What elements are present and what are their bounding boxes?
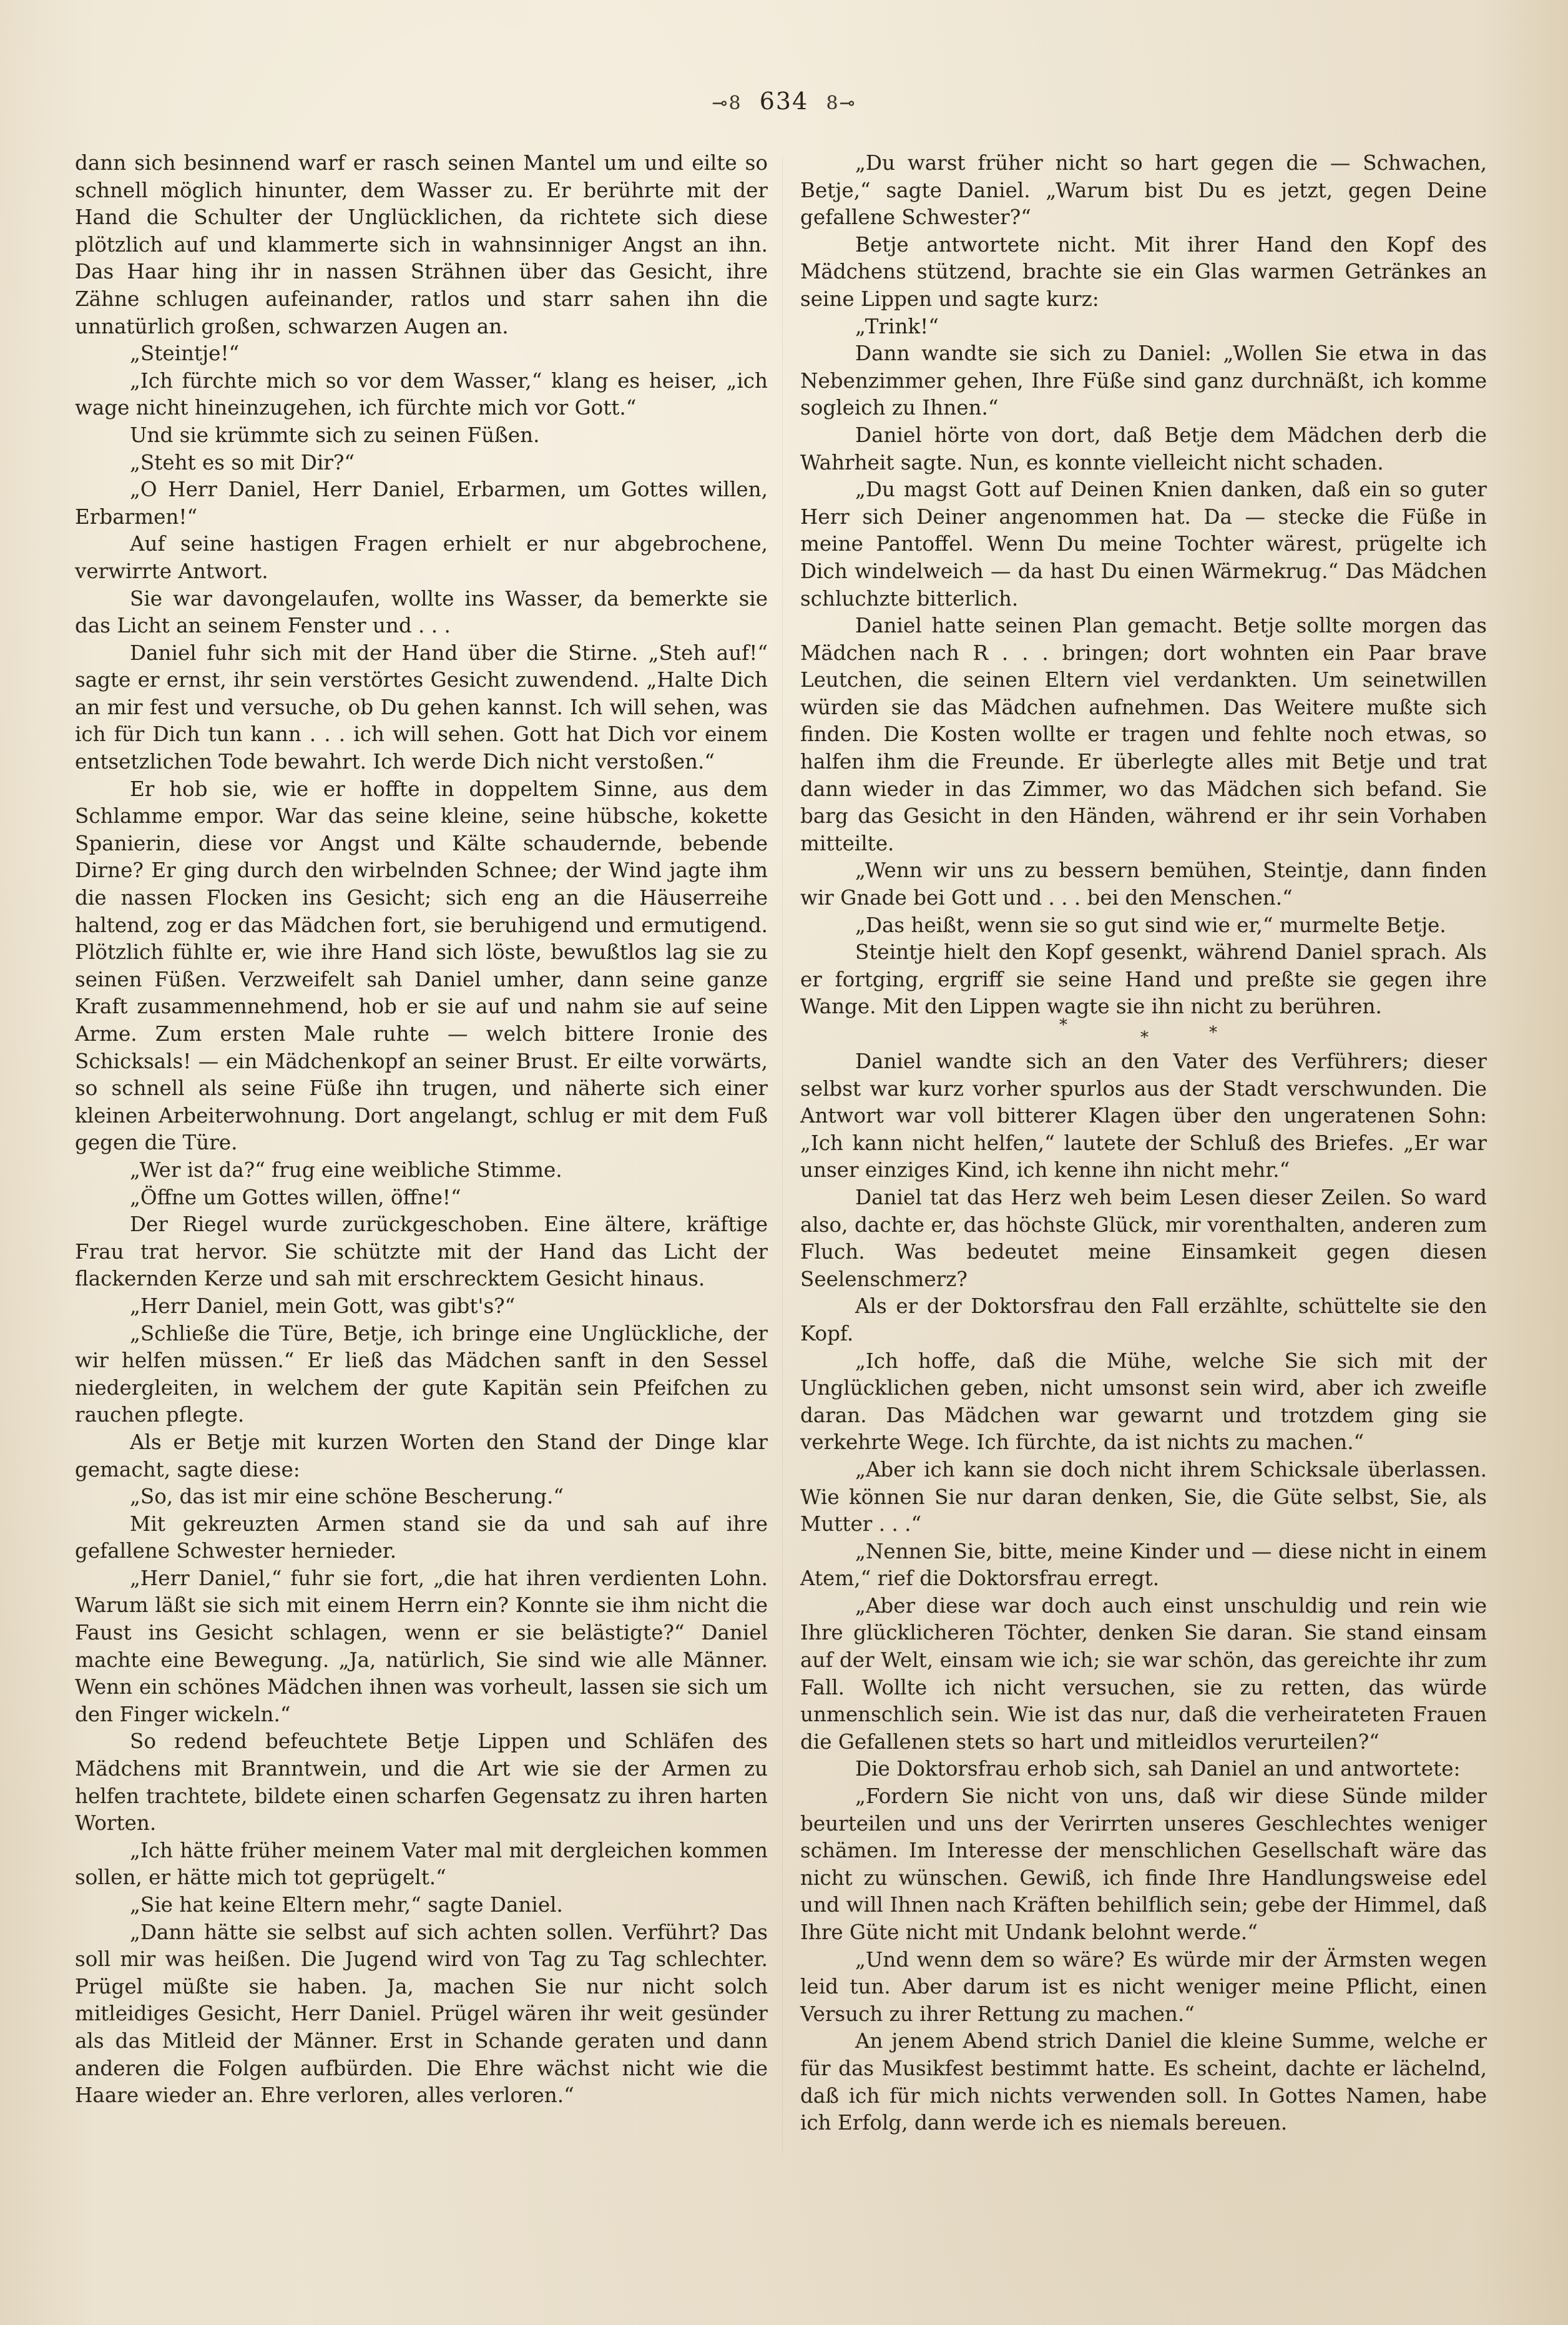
paragraph: „Dann hätte sie selbst auf sich achten sollen. Verführt? Das soll mir was heißen. Die Jugend wird von Tag zu Tag schlechter. Prügel müßte sie haben. Ja, machen Sie nur nicht solch mitleidiges Gesicht, Herr Daniel. Prügel wären ihr weit gesünder als das Mitleid der Männer. Erst in Schande geraten und dann anderen die Folgen aufbürden. Die Ehre wächst nicht wie die Haare wieder an. Ehre verloren, alles verloren.“ [75, 1920, 768, 2108]
paragraph: Sie war davongelaufen, wollte ins Wasser, da bemerkte sie das Licht an seinem Fenster und . . . [75, 586, 768, 638]
section-break-asterisks [800, 1016, 1487, 1048]
paragraph: Die Doktorsfrau erhob sich, sah Daniel an und antwortete: [855, 1757, 1461, 1781]
paragraph: Der Riegel wurde zurückgeschoben. Eine ältere, kräftige Frau trat hervor. Sie schützte mit der Hand das Licht der flackernden Kerze und sah mit erschrecktem Gesicht hinaus. [75, 1212, 768, 1291]
paragraph: Als er der Doktorsfrau den Fall erzählte, schüttelte sie den Kopf. [800, 1294, 1487, 1345]
asterisk: * [1059, 1016, 1067, 1035]
paragraph: Auf seine hastigen Fragen erhielt er nur abgebrochene, verwirrte Antwort. [75, 532, 768, 583]
paragraph: „So, das ist mir eine schöne Bescherung.“ [130, 1485, 564, 1509]
paragraph: „Wer ist da?“ frug eine weibliche Stimme. [130, 1158, 562, 1182]
paragraph: „Nennen Sie, bitte, meine Kinder und — diese nicht in einem Atem,“ rief die Doktorsfrau erregt. [800, 1539, 1487, 1591]
asterisk: * [1209, 1023, 1217, 1042]
paragraph: Betje antwortete nicht. Mit ihrer Hand den Kopf des Mädchens stützend, brachte sie ein Glas warmen Getränkes an seine Lippen und sagte kurz: [800, 232, 1487, 311]
paragraph: Daniel hatte seinen Plan gemacht. Betje sollte morgen das Mädchen nach R . . . bringen; dort wohnten ein Paar brave Leutchen, die seinen Eltern viel verdankten. Um seinetwillen würden sie das Mädchen aufnehmen. Das Weitere mußte sich finden. Die Kosten wollte er tragen und fehlte noch etwas, so halfen ihm die Freunde. Er überlegte alles mit Betje und trat dann wieder in das Zimmer, wo das Mädchen sich befand. Sie barg das Gesicht in den Händen, während er ihr sein Vorhaben mitteilte. [800, 614, 1487, 855]
paragraph: „Ich hätte früher meinem Vater mal mit dergleichen kommen sollen, er hätte mich tot geprügelt.“ [75, 1838, 768, 1890]
paragraph: „Du warst früher nicht so hart gegen die — Schwachen, Betje,“ sagte Daniel. „Warum bist Du es jetzt, gegen Deine gefallene Schwester?“ [800, 151, 1487, 230]
paragraph: „Fordern Sie nicht von uns, daß wir diese Sünde milder beurteilen und uns der Verirrten unseres Geschlechtes weniger schämen. Im Interesse der menschlichen Gesellschaft wäre das nicht zu wünschen. Gewiß, ich finde Ihre Handlungsweise edel und will Ihnen nach Kräften behilflich sein; gebe der Himmel, daß Ihre Güte nicht mit Undank belohnt werde.“ [800, 1784, 1487, 1944]
paragraph: „Sie hat keine Eltern mehr,“ sagte Daniel. [130, 1893, 563, 1917]
paragraph: „Ich fürchte mich so vor dem Wasser,“ klang es heiser, „ich wage nicht hineinzugehen, ich fürchte mich vor Gott.“ [75, 368, 768, 420]
paragraph: „Ich hoffe, daß die Mühe, welche Sie sich mit der Unglücklichen geben, nicht umsonst sein wird, aber ich zweifle daran. Das Mädchen war gewarnt und trotzdem ging sie verkehrte Wege. Ich fürchte, da ist nichts zu machen.“ [800, 1349, 1487, 1455]
paragraph: Daniel tat das Herz weh beim Lesen dieser Zeilen. So ward also, dachte er, das höchste Glück, mir vorenthalten, anderen zum Fluch. Was bedeutet meine Einsamkeit gegen diesen Seelenschmerz? [800, 1185, 1487, 1291]
paragraph: „Steintje!“ [130, 342, 240, 366]
paragraph: So redend befeuchtete Betje Lippen und Schläfen des Mädchens mit Branntwein, und die Art wie sie der Armen zu helfen trachtete, bildete einen scharfen Gegensatz zu ihren harten Worten. [75, 1729, 768, 1836]
paragraph: „Wenn wir uns zu bessern bemühen, Steintje, dann finden wir Gnade bei Gott und . . . bei den Menschen.“ [800, 858, 1487, 910]
paragraph: Er hob sie, wie er hoffte in doppeltem Sinne, aus dem Schlamme empor. War das seine kleine, seine hübsche, kokette Spanierin, diese vor Angst und Kälte schaudernde, bebende Dirne? Er ging durch den wirbelnden Schnee; der Wind jagte ihm die nassen Flocken ins Gesicht; sich eng an die Häuserreihe haltend, zog er das Mädchen fort, sie beruhigend und ermutigend. Plötzlich fühlte er, wie ihre Hand sich löste, bewußtlos lag sie zu seinen Füßen. Verzweifelt sah Daniel umher, dann seine ganze Kraft zusammennehmend, hob er sie auf und nahm sie auf seine Arme. Zum ersten Male ruhte — welch bittere Ironie des Schicksals! — ein Mädchenkopf an seiner Brust. Er eilte vorwärts, so schnell als seine Füße ihn trugen, und näherte sich einer kleinen Arbeiterwohnung. Dort angelangt, schlug er mit dem Fuß gegen die Türe. [75, 777, 768, 1155]
paragraph: „Aber ich kann sie doch nicht ihrem Schicksale überlassen. Wie können Sie nur daran denken, Sie, die Güte selbst, Sie, als Mutter . . .“ [800, 1457, 1487, 1536]
ornament-right: 8⊸ [826, 92, 856, 114]
paragraph: Daniel hörte von dort, daß Betje dem Mädchen derb die Wahrheit sagte. Nun, es konnte vielleicht nicht schaden. [800, 423, 1487, 474]
paragraph: „Herr Daniel,“ fuhr sie fort, „die hat ihren verdienten Lohn. Warum läßt sie sich mit einem Herrn ein? Konnte sie ihm nicht die Faust ins Gesicht schlagen, wenn er sie belästigte?“ Daniel machte eine Bewegung. „Ja, natürlich, Sie sind wie alle Männer. Wenn ein schönes Mädchen ihnen was vorheult, lassen sie sich um den Finger wickeln.“ [75, 1566, 768, 1726]
paragraph: „O Herr Daniel, Herr Daniel, Erbarmen, um Gottes willen, Erbarmen!“ [75, 478, 768, 529]
paragraph: „Trink!“ [855, 314, 939, 338]
paragraph: „Das heißt, wenn sie so gut sind wie er,“ murmelte Betje. [855, 913, 1446, 937]
ornament-left: ⊸8 [712, 92, 742, 114]
paragraph: Steintje hielt den Kopf gesenkt, während Daniel sprach. Als er fortging, ergriff sie seine Hand und preßte sie gegen ihre Wange. Mit den Lippen wagte sie ihn nicht zu berühren. [800, 940, 1487, 1019]
paragraph: „Öffne um Gottes willen, öffne!“ [130, 1185, 461, 1209]
paragraph: Daniel wandte sich an den Vater des Verführers; dieser selbst war kurz vorher spurlos aus der Stadt verschwunden. Die Antwort war voll bitterer Klagen über den ungeratenen Sohn: „Ich kann nicht helfen,“ lautete der Schluß des Briefes. „Er war unser einziges Kind, ich kenne ihn nicht mehr.“ [800, 1049, 1487, 1182]
paragraph: Als er Betje mit kurzen Worten den Stand der Dinge klar gemacht, sagte diese: [75, 1430, 768, 1482]
paragraph: „Und wenn dem so wäre? Es würde mir der Ärmsten wegen leid tun. Aber darum ist es nicht weniger meine Pflicht, einen Versuch zu ihrer Rettung zu machen.“ [800, 1947, 1487, 2026]
paragraph: „Herr Daniel, mein Gott, was gibt's?“ [130, 1294, 516, 1318]
paragraph: „Du magst Gott auf Deinen Knien danken, daß ein so guter Herr sich Deiner angenommen hat. Da — stecke die Füße in meine Pantoffel. Wenn Du meine Tochter wärest, prügelte ich Dich windelweich — da hast Du einen Wärmekrug.“ Das Mädchen schluchzte bitterlich. [800, 478, 1487, 611]
paragraph: Und sie krümmte sich zu seinen Füßen. [130, 423, 540, 447]
paragraph: Dann wandte sie sich zu Daniel: „Wollen Sie etwa in das Nebenzimmer gehen, Ihre Füße sind ganz durchnäßt, ich komme sogleich zu Ihnen.“ [800, 342, 1487, 420]
paragraph: Daniel fuhr sich mit der Hand über die Stirne. „Steh auf!“ sagte er ernst, ihr sein verstörtes Gesicht zuwendend. „Halte Dich an mir fest und versuche, ob Du gehen kannst. Ich will sehen, was ich für Dich tun kann . . . ich will sehen. Gott hat Dich vor einem entsetzlichen Tode bewahrt. Ich werde Dich nicht verstoßen.“ [75, 641, 768, 774]
page-header [0, 87, 1568, 115]
column-divider [782, 156, 783, 2154]
paragraph: „Steht es so mit Dir?“ [130, 450, 355, 474]
paragraph: An jenem Abend strich Daniel die kleine Summe, welche er für das Musikfest bestimmt hatte. Es scheint, dachte er lächelnd, daß ich für mich nichts verwenden soll. In Gottes Namen, habe ich Erfolg, dann werde ich es niemals bereuen. [800, 2029, 1487, 2135]
left-column [75, 150, 768, 2110]
page-number: 634 [759, 87, 809, 115]
paragraph: Mit gekreuzten Armen stand sie da und sah auf ihre gefallene Schwester hernieder. [75, 1511, 768, 1563]
asterisk: * [1140, 1028, 1149, 1047]
paragraph: „Schließe die Türe, Betje, ich bringe eine Unglückliche, der wir helfen müssen.“ Er ließ das Mädchen sanft in den Sessel niedergleiten, in welchem der gute Kapitän sein Pfeifchen zu rauchen pflegte. [75, 1321, 768, 1427]
paragraph: „Aber diese war doch auch einst unschuldig und rein wie Ihre glücklicheren Töchter, denken Sie daran. Sie stand einsam auf der Welt, einsam wie ich; sie war schön, das gereichte ihr zum Fall. Wollte ich nicht versuchen, sie zu retten, das würde unmenschlich sein. Wie ist das nur, daß die verheirateten Frauen die Gefallenen stets so hart und mitleidlos verurteilen?“ [800, 1593, 1487, 1754]
right-column [800, 150, 1487, 2137]
paragraph: dann sich besinnend warf er rasch seinen Mantel um und eilte so schnell möglich hinunter, dem Wasser zu. Er berührte mit der Hand die Schulter der Unglücklichen, da richtete sich diese plötzlich auf und klammerte sich in wahnsinniger Angst an ihn. Das Haar hing ihr in nassen Strähnen über das Gesicht, ihre Zähne schlugen aufeinander, ratlos und starr sahen ihn die unnatürlich großen, schwarzen Augen an. [75, 151, 768, 338]
